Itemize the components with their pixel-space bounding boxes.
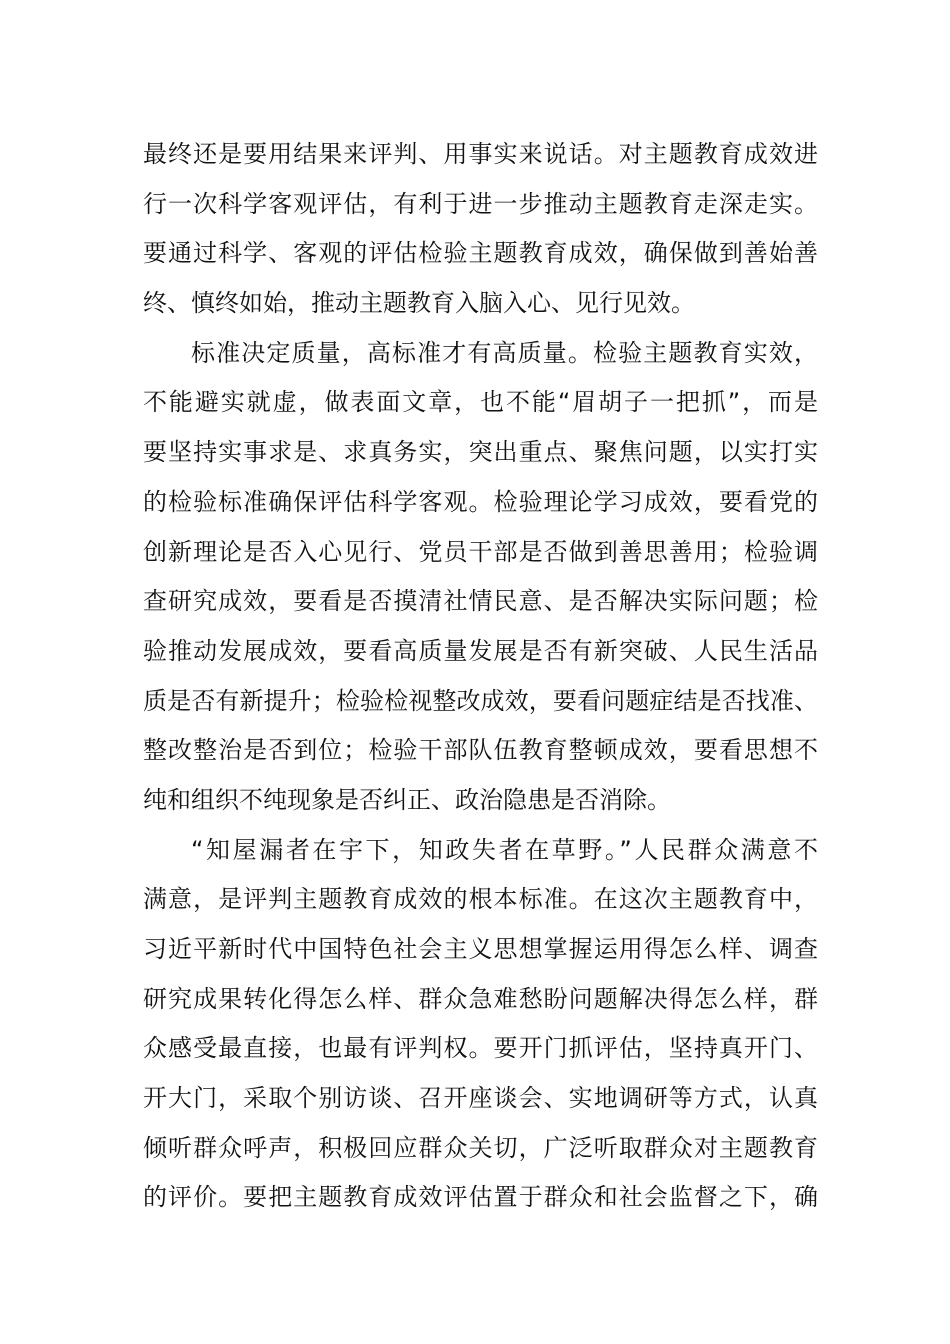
text-line: 开大门，采取个别访谈、召开座谈会、实地调研等方式，认真 — [143, 1084, 818, 1113]
text-line: 习近平新时代中国特色社会主义思想掌握运用得怎么样、调查 — [143, 935, 818, 963]
text-line: 终、慎终如始，推动主题教育入脑入心、见行见效。 — [143, 289, 695, 318]
text-line: 满意，是评判主题教育成效的根本标准。在这次主题教育中， — [143, 885, 818, 914]
text-line: 纯和组织不纯现象是否纠正、政治隐患是否消除。 — [143, 785, 671, 814]
text-line: 质是否有新提升；检验检视整改成效，要看问题症结是否找准、 — [143, 686, 818, 715]
text-line: 不能避实就虚，做表面文章，也不能“眉胡子一把抓”，而是 — [143, 388, 818, 417]
text-line: 研究成果转化得怎么样、群众急难愁盼问题解决得怎么样，群 — [143, 984, 818, 1013]
text-line: 要通过科学、客观的评估检验主题教育成效，确保做到善始善 — [143, 239, 818, 268]
text-line: 要坚持实事求是、求真务实，突出重点、聚焦问题，以实打实 — [143, 438, 818, 467]
text-line: 的检验标准确保评估科学客观。检验理论学习成效，要看党的 — [143, 487, 818, 516]
text-line: “知屋漏者在宇下，知政失者在草野。”人民群众满意不 — [191, 835, 818, 864]
text-line: 行一次科学客观评估，有利于进一步推动主题教育走深走实。 — [143, 189, 818, 218]
text-line: 查研究成效，要看是否摸清社情民意、是否解决实际问题；检 — [143, 587, 818, 616]
text-line: 整改整治是否到位；检验干部队伍教育整顿成效，要看思想不 — [143, 736, 818, 765]
text-line: 标准决定质量，高标准才有高质量。检验主题教育实效， — [191, 338, 818, 367]
text-line: 的评价。要把主题教育成效评估置于群众和社会监督之下，确 — [143, 1183, 818, 1212]
text-line: 验推动发展成效，要看高质量发展是否有新突破、人民生活品 — [143, 636, 818, 665]
text-line: 最终还是要用结果来评判、用事实来说话。对主题教育成效进 — [143, 140, 818, 168]
text-line: 众感受最直接，也最有评判权。要开门抓评估，坚持真开门、 — [143, 1034, 818, 1063]
document-body — [143, 130, 818, 1223]
text-line: 创新理论是否入心见行、党员干部是否做到善思善用；检验调 — [143, 537, 818, 566]
text-line: 倾听群众呼声，积极回应群众关切，广泛听取群众对主题教育 — [143, 1133, 818, 1162]
